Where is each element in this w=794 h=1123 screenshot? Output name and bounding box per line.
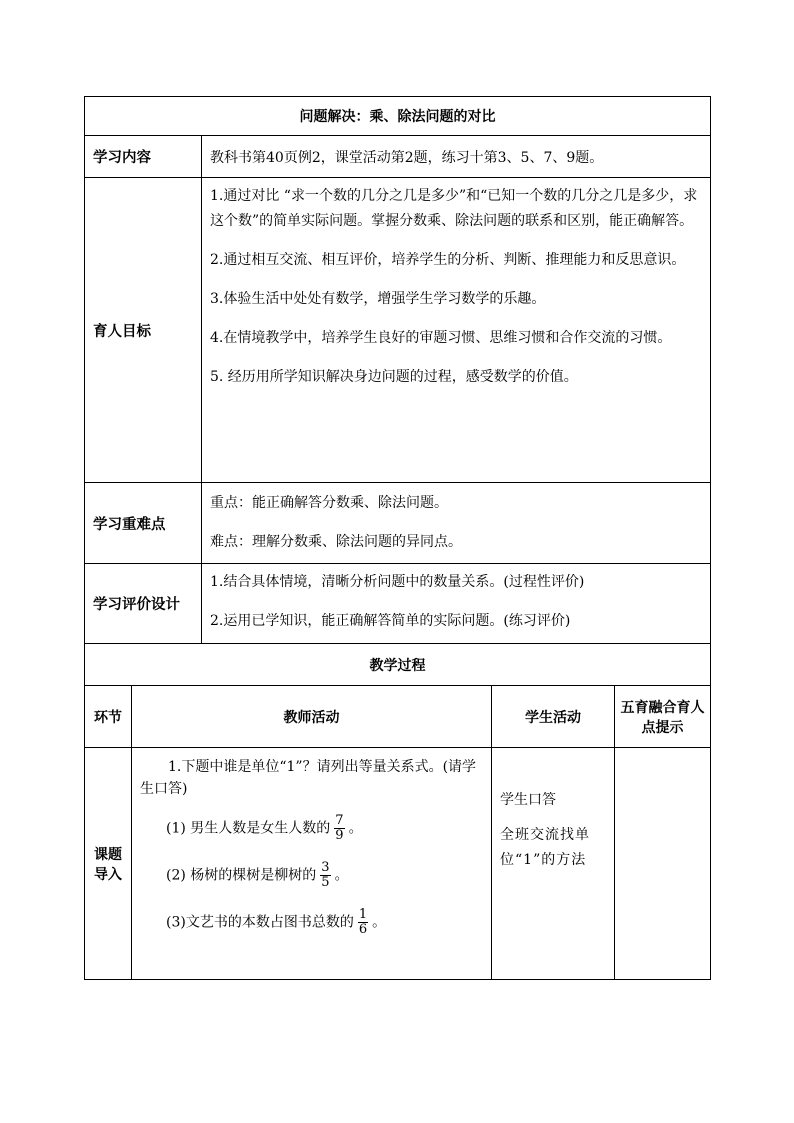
teacher-activity xyxy=(132,748,492,980)
evaluation-item: 2.运用已学知识，能正确解答简单的实际问题。(练习评价) xyxy=(210,613,571,629)
key-difficulty: 难点：理解分数乘、除法问题的异同点。 xyxy=(210,534,462,550)
goals-label: 育人目标 xyxy=(85,178,202,483)
stage-intro: 课题导入 xyxy=(85,748,132,980)
goals-list xyxy=(202,178,711,483)
fraction-3-5: $\frac{3}{5}$ xyxy=(321,860,330,890)
student-activity xyxy=(492,748,615,980)
evaluation-body xyxy=(202,564,711,644)
question-2: (2) 杨树的棵树是柳树的 $\frac{3}{5}$ 。 xyxy=(166,860,349,890)
goal-item: 3.体验生活中处处有数学，增强学生学习数学的乐趣。 xyxy=(210,291,546,307)
question-1: (1) 男生人数是女生人数的 $\frac{7}{9}$ 。 xyxy=(166,813,363,843)
question-2-text: (2) 杨树的棵树是柳树的 xyxy=(166,867,317,884)
key-points-body xyxy=(202,483,711,564)
evaluation-label: 学习评价设计 xyxy=(85,564,202,644)
hint-cell xyxy=(615,748,711,980)
fraction-7-9: $\frac{7}{9}$ xyxy=(335,813,344,843)
goal-item: 4.在情境教学中，培养学生良好的审题习惯、思维习惯和合作交流的习惯。 xyxy=(210,330,672,346)
header-teacher: 教师活动 xyxy=(132,686,492,748)
process-title: 教学过程 xyxy=(85,644,711,686)
student-discussion: 全班交流找单位“1”的方法 xyxy=(500,827,590,868)
header-stage: 环节 xyxy=(85,686,132,748)
student-answer: 学生口答 xyxy=(500,792,556,808)
content-label: 学习内容 xyxy=(85,136,202,178)
key-focus: 重点：能正确解答分数乘、除法问题。 xyxy=(210,495,448,511)
goal-item: 1.通过对比 “求一个数的几分之几是多少”和“已知一个数的几分之几是多少，求这个数”的简单实际问题。掌握分数乘、除法问题的联系和区别，能正确解答。 xyxy=(210,188,698,229)
evaluation-item: 1.结合具体情境，清晰分析问题中的数量关系。(过程性评价) xyxy=(210,574,585,590)
lesson-plan-table xyxy=(84,96,711,980)
content-text: 教科书第40页例2，课堂活动第2题，练习十第3、5、7、9题。 xyxy=(202,136,711,178)
page-title: 问题解决：乘、除法问题的对比 xyxy=(85,97,711,136)
fraction-1-6: $\frac{1}{6}$ xyxy=(358,907,368,937)
goal-item: 2.通过相互交流、相互评价，培养学生的分析、判断、推理能力和反思意识。 xyxy=(210,252,686,268)
question-3-text: (3)文艺书的本数占图书总数的 xyxy=(166,914,354,931)
header-hint: 五育融合育人点提示 xyxy=(615,686,711,748)
question-1-text: (1) 男生人数是女生人数的 xyxy=(166,820,331,837)
question-3: (3)文艺书的本数占图书总数的 $\frac{1}{6}$ 。 xyxy=(166,907,387,937)
goal-item: 5. 经历用所学知识解决身边问题的过程，感受数学的价值。 xyxy=(210,369,578,385)
header-student: 学生活动 xyxy=(492,686,615,748)
teacher-intro: 1.下题中谁是单位“1”？请列出等量关系式。(请学生口答) xyxy=(140,759,477,797)
key-points-label: 学习重难点 xyxy=(85,483,202,564)
